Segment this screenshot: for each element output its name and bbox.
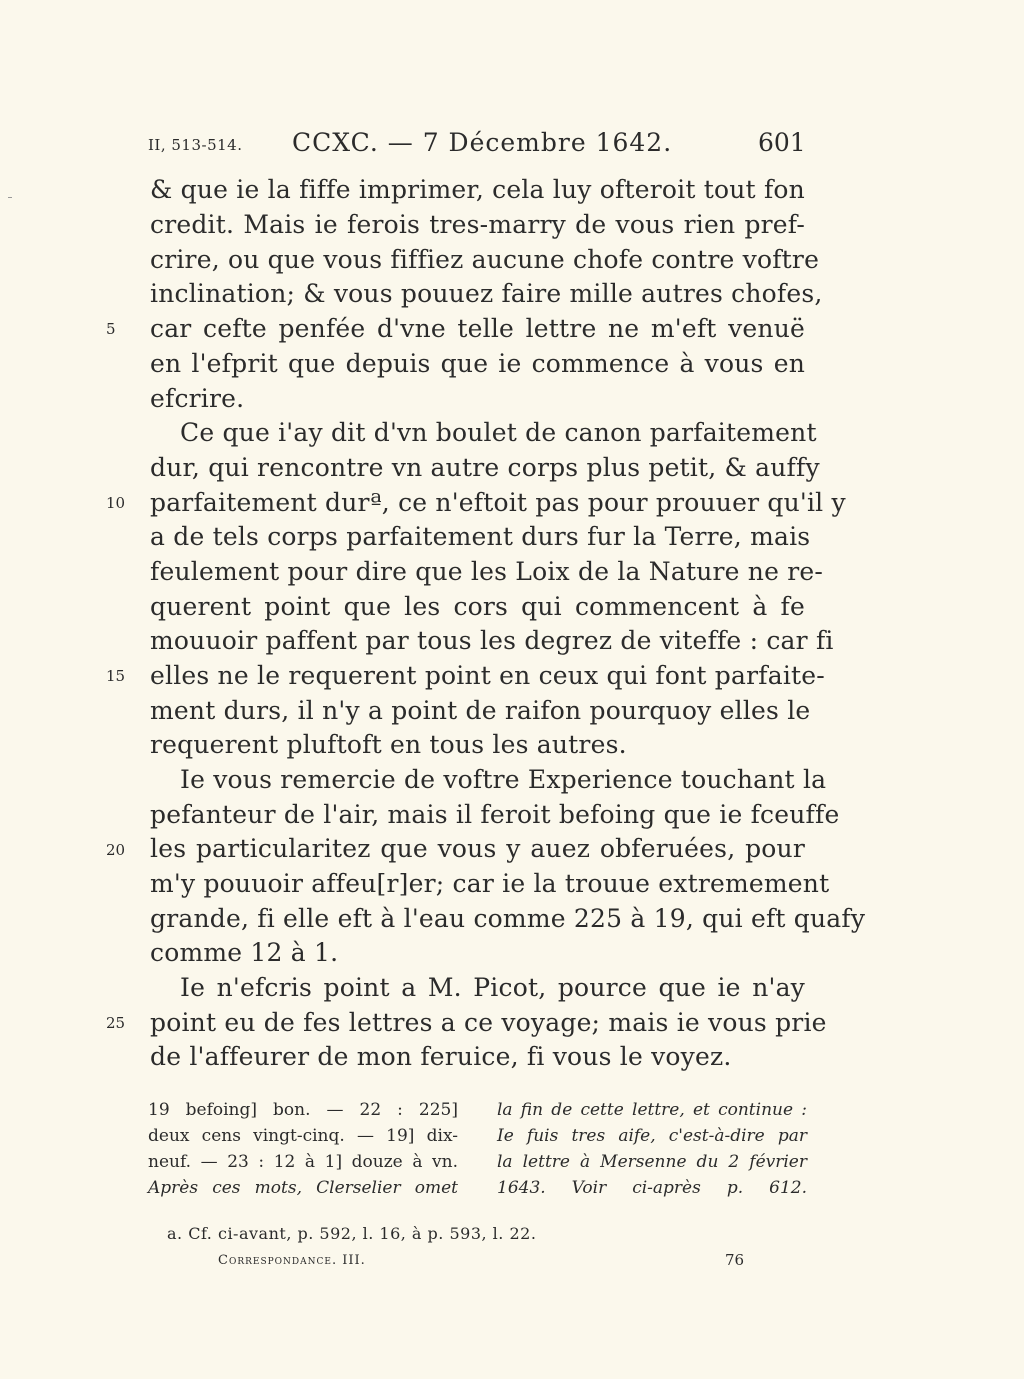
text-line: efcrire. — [150, 384, 245, 413]
text-line: inclination; & vous pouuez faire mille autres chofes, — [150, 279, 823, 308]
variant-line: deux cens vingt-cinq. — 19] dix- — [148, 1126, 458, 1146]
text-line: grande, fi elle eft à l'eau comme 225 à 19, qui eft quafy — [150, 904, 866, 933]
variant-line: 19 befoing] bon. — 22 : 225] — [148, 1100, 458, 1120]
variant-line: neuf. — 23 : 12 à 1] douze à vn. — [148, 1152, 458, 1172]
text-line: en l'efprit que depuis que ie commence à vous en — [150, 349, 805, 378]
text-line: parfaitement durª, ce n'eftoit pas pour prouuer qu'il y — [150, 488, 846, 517]
page-number: 601 — [758, 128, 806, 157]
text-line: m'y pouuoir affeu[r]er; car ie la trouue extremement — [150, 869, 830, 898]
text-line: car cefte penfée d'vne telle lettre ne m'eft venuë — [150, 314, 805, 343]
header-reference: II, 513-514. — [148, 136, 243, 154]
text-line: feulement pour dire que les Loix de la Nature ne re- — [150, 557, 824, 586]
text-line: & que ie la fiffe imprimer, cela luy ofteroit tout fon — [150, 175, 805, 204]
text-line: comme 12 à 1. — [150, 938, 339, 967]
header-title: CCXC. — 7 Décembre 1642. — [292, 128, 673, 157]
text-line: querent point que les cors qui commencent à fe — [150, 592, 805, 621]
text-line: les particularitez que vous y auez obferuées, pour — [150, 834, 805, 863]
variant-line: Après ces mots, Clerselier omet — [148, 1178, 458, 1198]
variant-line: 1643. Voir ci-après p. 612. — [497, 1178, 807, 1198]
text-line: Ie vous remercie de voftre Experience touchant la — [180, 765, 827, 794]
text-line: a de tels corps parfaitement durs fur la Terre, mais — [150, 522, 811, 551]
text-line: Ce que i'ay dit d'vn boulet de canon parfaitement — [180, 418, 817, 447]
text-line: requerent pluftoft en tous les autres. — [150, 730, 627, 759]
footnote: a. Cf. ci-avant, p. 592, l. 16, à p. 593, l. 22. — [167, 1224, 537, 1243]
text-line: dur, qui rencontre vn autre corps plus petit, & auffy — [150, 453, 820, 482]
text-line: crire, ou que vous fiffiez aucune chofe contre voftre — [150, 245, 820, 274]
text-line: elles ne le requerent point en ceux qui font parfaite- — [150, 661, 825, 690]
text-line: Ie n'efcris point a M. Picot, pource que ie n'ay — [180, 973, 805, 1002]
text-line: pefanteur de l'air, mais il feroit befoing que ie fceuffe — [150, 800, 840, 829]
line-number: 25 — [106, 1014, 126, 1032]
variant-line: Ie fuis tres aife, c'est-à-dire par — [497, 1126, 807, 1146]
text-line: mouuoir paffent par tous les degrez de viteffe : car fi — [150, 626, 834, 655]
variant-line: la lettre à Mersenne du 2 février — [497, 1152, 807, 1172]
line-number: 15 — [106, 667, 126, 685]
footer-signature: 76 — [725, 1251, 745, 1269]
text-line: de l'affeurer de mon feruice, fi vous le voyez. — [150, 1042, 732, 1071]
line-number: 10 — [106, 494, 126, 512]
text-line: credit. Mais ie ferois tres-marry de vous rien pref- — [150, 210, 805, 239]
line-number: 20 — [106, 841, 126, 859]
variant-line: la fin de cette lettre, et continue : — [497, 1100, 807, 1120]
line-number: 5 — [106, 320, 116, 338]
margin-mark — [8, 197, 12, 198]
text-line: point eu de fes lettres a ce voyage; mais ie vous prie — [150, 1008, 827, 1037]
footer-volume: Correspondance. III. — [218, 1253, 366, 1268]
text-line: ment durs, il n'y a point de raifon pourquoy elles le — [150, 696, 811, 725]
